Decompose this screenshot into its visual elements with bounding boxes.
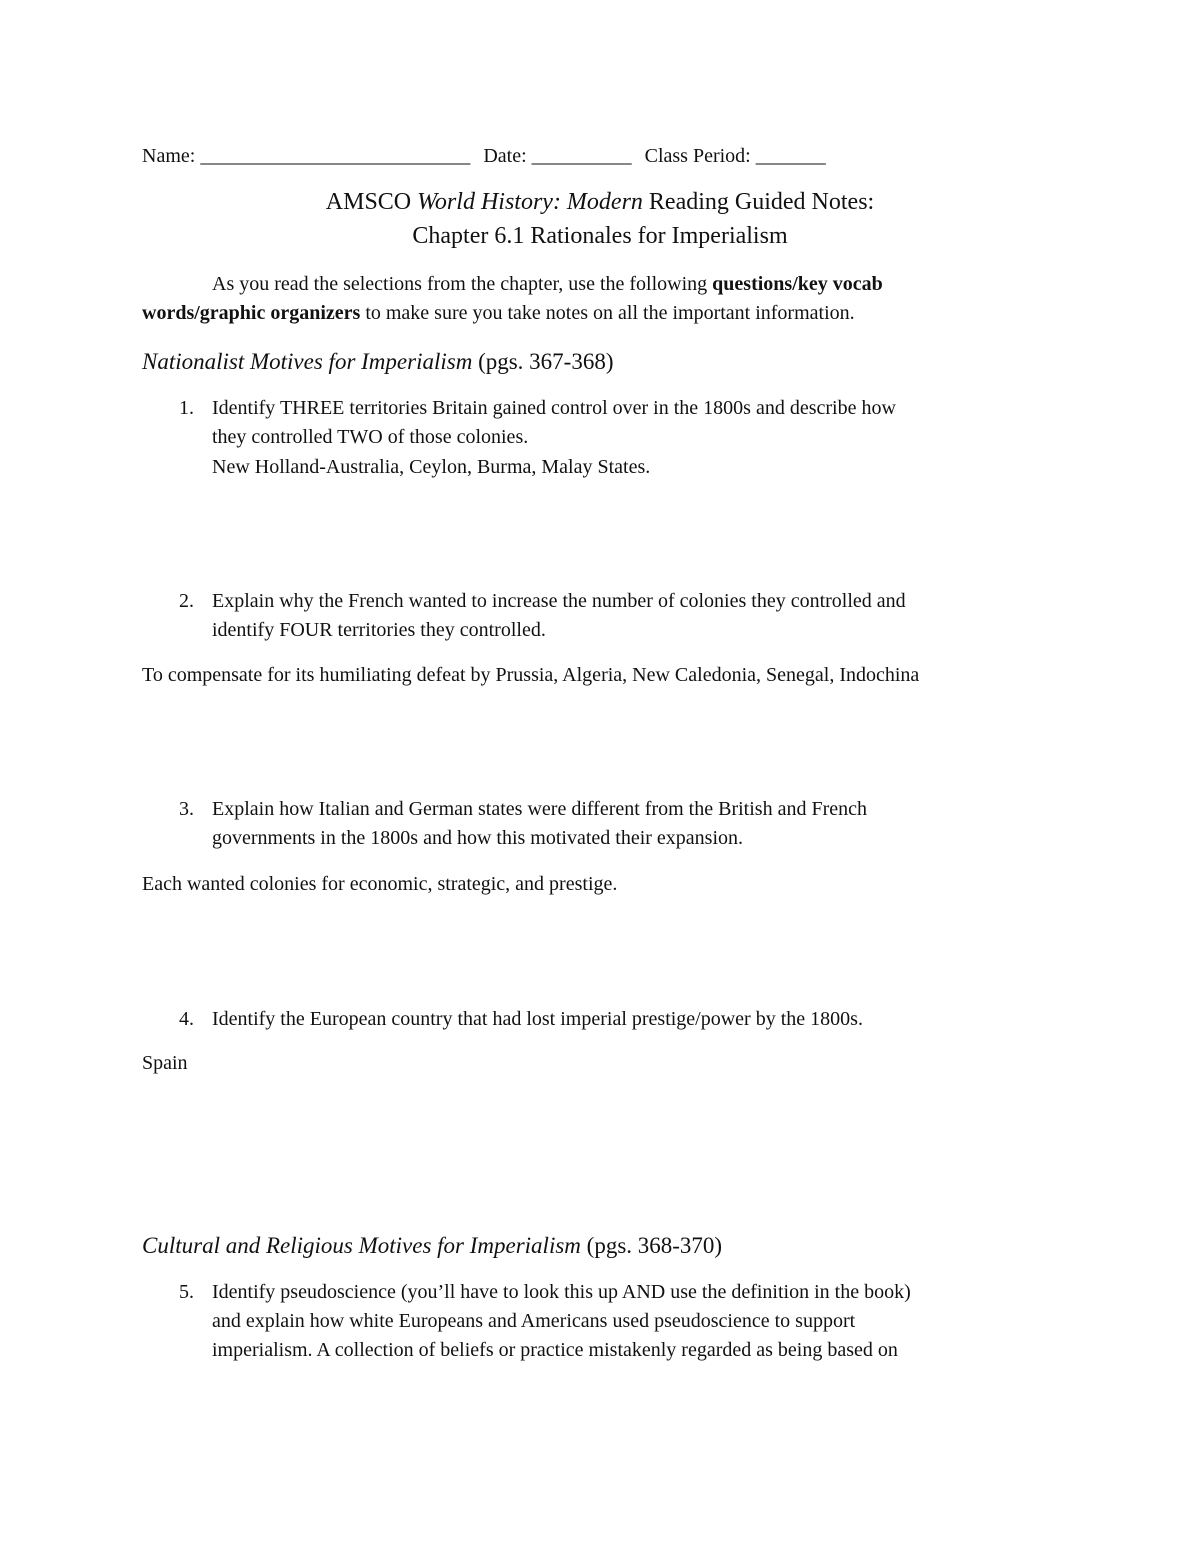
intro-text-1: As you read the selections from the chapter, use the following [212, 273, 708, 295]
intro-text-2: to make sure you take notes on all the important information. [365, 302, 855, 324]
question-number: 3. [179, 798, 194, 820]
question-1-line-1: Identify THREE territories Britain gained control over in the 1800s and describe how [212, 397, 896, 419]
intro-bold-1: questions/key vocab [712, 273, 883, 295]
question-3-line-1: Explain how Italian and German states were different from the British and French [212, 798, 867, 820]
period-label: Class Period: [644, 145, 751, 167]
question-5-line-1: Identify pseudoscience (you’ll have to look this up AND use the definition in the book) [212, 1281, 911, 1303]
section-heading-pages: (pgs. 367-368) [478, 349, 614, 374]
title-book-name: World History: Modern [417, 189, 643, 215]
answer-3[interactable]: Each wanted colonies for economic, strategic, and prestige. [142, 873, 618, 895]
answer-4[interactable]: Spain [142, 1052, 188, 1074]
name-blank[interactable]: ___________________________ [200, 145, 471, 167]
section-heading-cultural [142, 1233, 722, 1259]
page-subtitle: Chapter 6.1 Rationales for Imperialism [412, 223, 788, 249]
question-number: 1. [179, 397, 194, 419]
period-blank[interactable]: _______ [755, 145, 826, 167]
section-heading-nationalist [142, 349, 614, 375]
question-2-line-2: identify FOUR territories they controlled. [212, 619, 546, 641]
question-3-line-2: governments in the 1800s and how this motivated their expansion. [212, 827, 744, 849]
name-label: Name: [142, 145, 196, 167]
question-5-line-2: and explain how white Europeans and Americans used pseudoscience to support [212, 1310, 856, 1332]
intro-bold-2: words/graphic organizers [142, 302, 361, 324]
question-number: 5. [179, 1281, 194, 1303]
question-1-line-2: they controlled TWO of those colonies. [212, 426, 529, 448]
answer-2[interactable]: To compensate for its humiliating defeat by Prussia, Algeria, New Caledonia, Senegal, Indochina [142, 664, 920, 686]
section-heading-pages: (pgs. 368-370) [586, 1233, 723, 1258]
section-heading-title: Cultural and Religious Motives for Imperialism [142, 1233, 581, 1258]
question-number: 2. [179, 590, 194, 612]
date-blank[interactable]: __________ [531, 145, 632, 167]
page-title [0, 189, 1200, 216]
question-number: 4. [179, 1008, 194, 1030]
intro-line-1 [212, 273, 883, 296]
intro-line-2 [142, 302, 855, 325]
student-info-line [142, 145, 826, 168]
question-2-line-1: Explain why the French wanted to increase the number of colonies they controlled and [212, 590, 906, 612]
title-prefix: AMSCO [325, 189, 412, 215]
question-4-line-1: Identify the European country that had lost imperial prestige/power by the 1800s. [212, 1008, 863, 1030]
date-label: Date: [483, 145, 527, 167]
answer-1[interactable]: New Holland-Australia, Ceylon, Burma, Malay States. [212, 456, 651, 478]
question-5-line-3: imperialism. A collection of beliefs or practice mistakenly regarded as being based on [212, 1339, 898, 1361]
section-heading-title: Nationalist Motives for Imperialism [142, 349, 473, 374]
title-suffix: Reading Guided Notes: [648, 189, 875, 215]
